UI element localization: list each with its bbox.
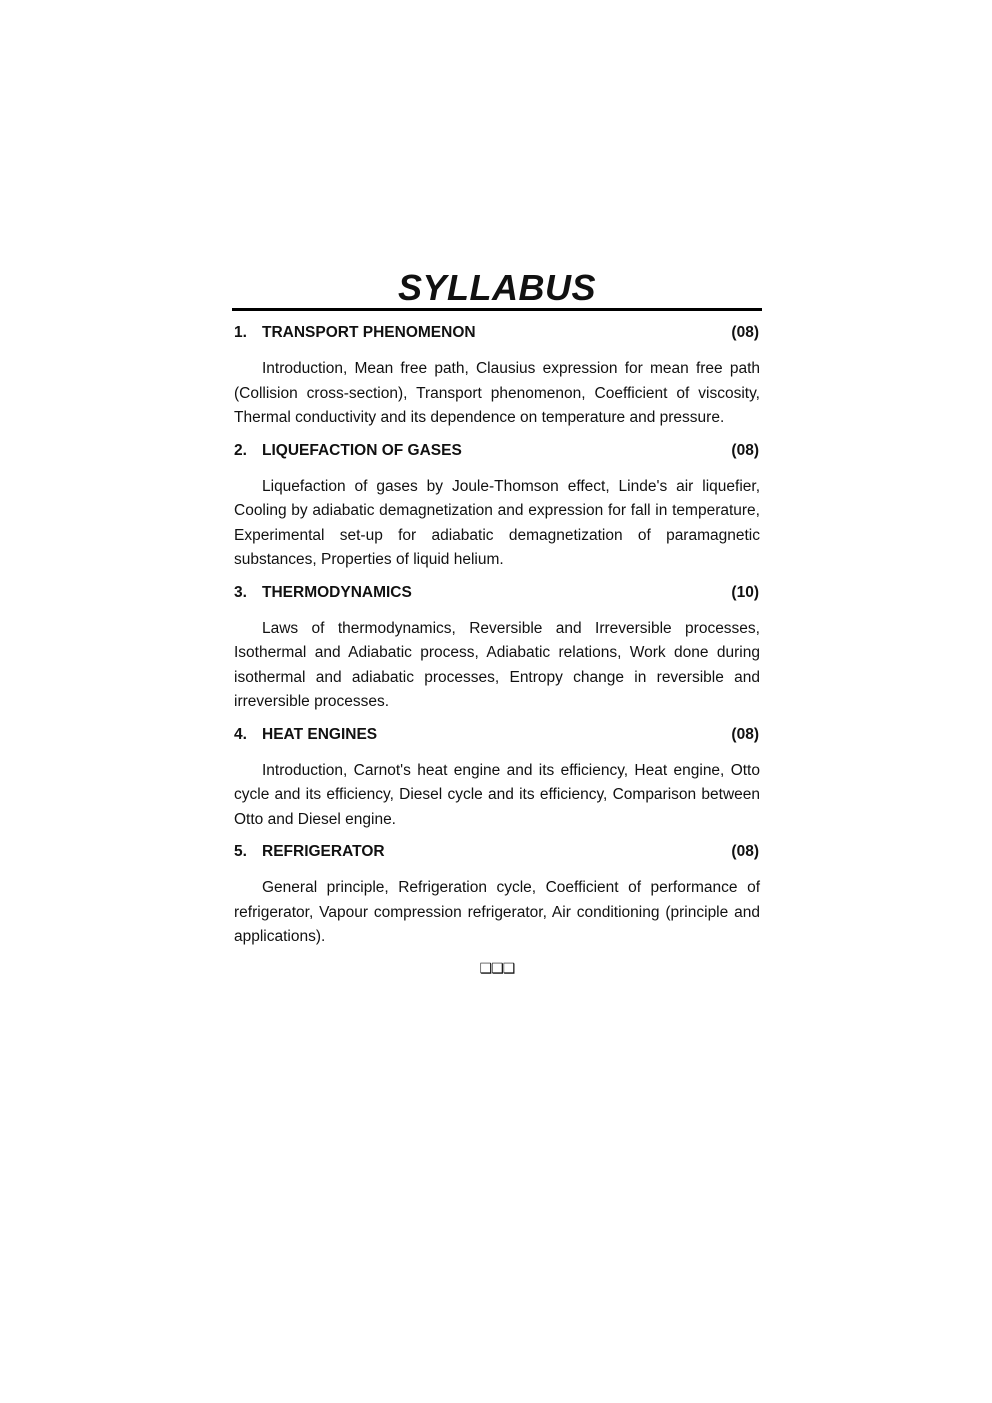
section-heading	[232, 323, 762, 343]
section-number: 5.	[234, 843, 247, 860]
section-heading	[232, 842, 762, 862]
section-hours: (08)	[731, 324, 759, 341]
end-mark: ❑❑❑	[479, 959, 515, 976]
section-liquefaction-of-gases	[232, 441, 762, 573]
section-number: 2.	[234, 441, 247, 459]
section-refrigerator	[232, 842, 762, 950]
section-title: TRANSPORT PHENOMENON	[262, 324, 476, 341]
section-description: Introduction, Mean free path, Clausius expression for mean free path (Collision cross-section), Transport phenomenon, Coefficient of viscosity, Thermal conductivity and its dependence on temperature and pressure.	[234, 360, 760, 426]
section-hours: (10)	[731, 583, 759, 601]
section-description: Laws of thermodynamics, Reversible and Irreversible processes, Isothermal and Adiabatic process, Adiabatic relations, Work done during isothermal and adiabatic processes, Entropy change in reversible and irreversible processes.	[234, 619, 760, 710]
section-title: HEAT ENGINES	[262, 725, 378, 743]
section-thermodynamics	[232, 583, 762, 715]
section-hours: (08)	[731, 725, 759, 743]
page-title: SYLLABUS	[397, 267, 596, 308]
section-heading	[232, 583, 762, 603]
section-hours: (08)	[731, 843, 759, 860]
section-number: 3.	[234, 583, 247, 601]
section-description: Liquefaction of gases by Joule-Thomson effect, Linde's air liquefier, Cooling by adiabatic demagnetization and expression for fall in temperature, Experimental set-up for adiabatic demagnetization of paramagnetic substances, Properties of liquid helium.	[234, 477, 760, 568]
title-divider	[232, 308, 762, 311]
syllabus-page	[232, 262, 762, 976]
section-description: Introduction, Carnot's heat engine and its efficiency, Heat engine, Otto cycle and its efficiency, Diesel cycle and its efficiency, Comparison between Otto and Diesel engine.	[234, 761, 760, 828]
section-transport-phenomenon	[232, 323, 762, 431]
section-description: General principle, Refrigeration cycle, Coefficient of performance of refrigerator, Vapour compression refrigerator, Air conditioning (principle and applications).	[234, 879, 760, 945]
section-title: REFRIGERATOR	[262, 843, 385, 860]
section-title: LIQUEFACTION OF GASES	[262, 441, 462, 459]
section-number: 4.	[234, 725, 247, 743]
section-hours: (08)	[731, 441, 759, 459]
section-title: THERMODYNAMICS	[262, 583, 412, 601]
section-heading	[232, 725, 762, 745]
section-heat-engines	[232, 725, 762, 833]
section-number: 1.	[234, 324, 247, 341]
section-heading	[232, 441, 762, 461]
